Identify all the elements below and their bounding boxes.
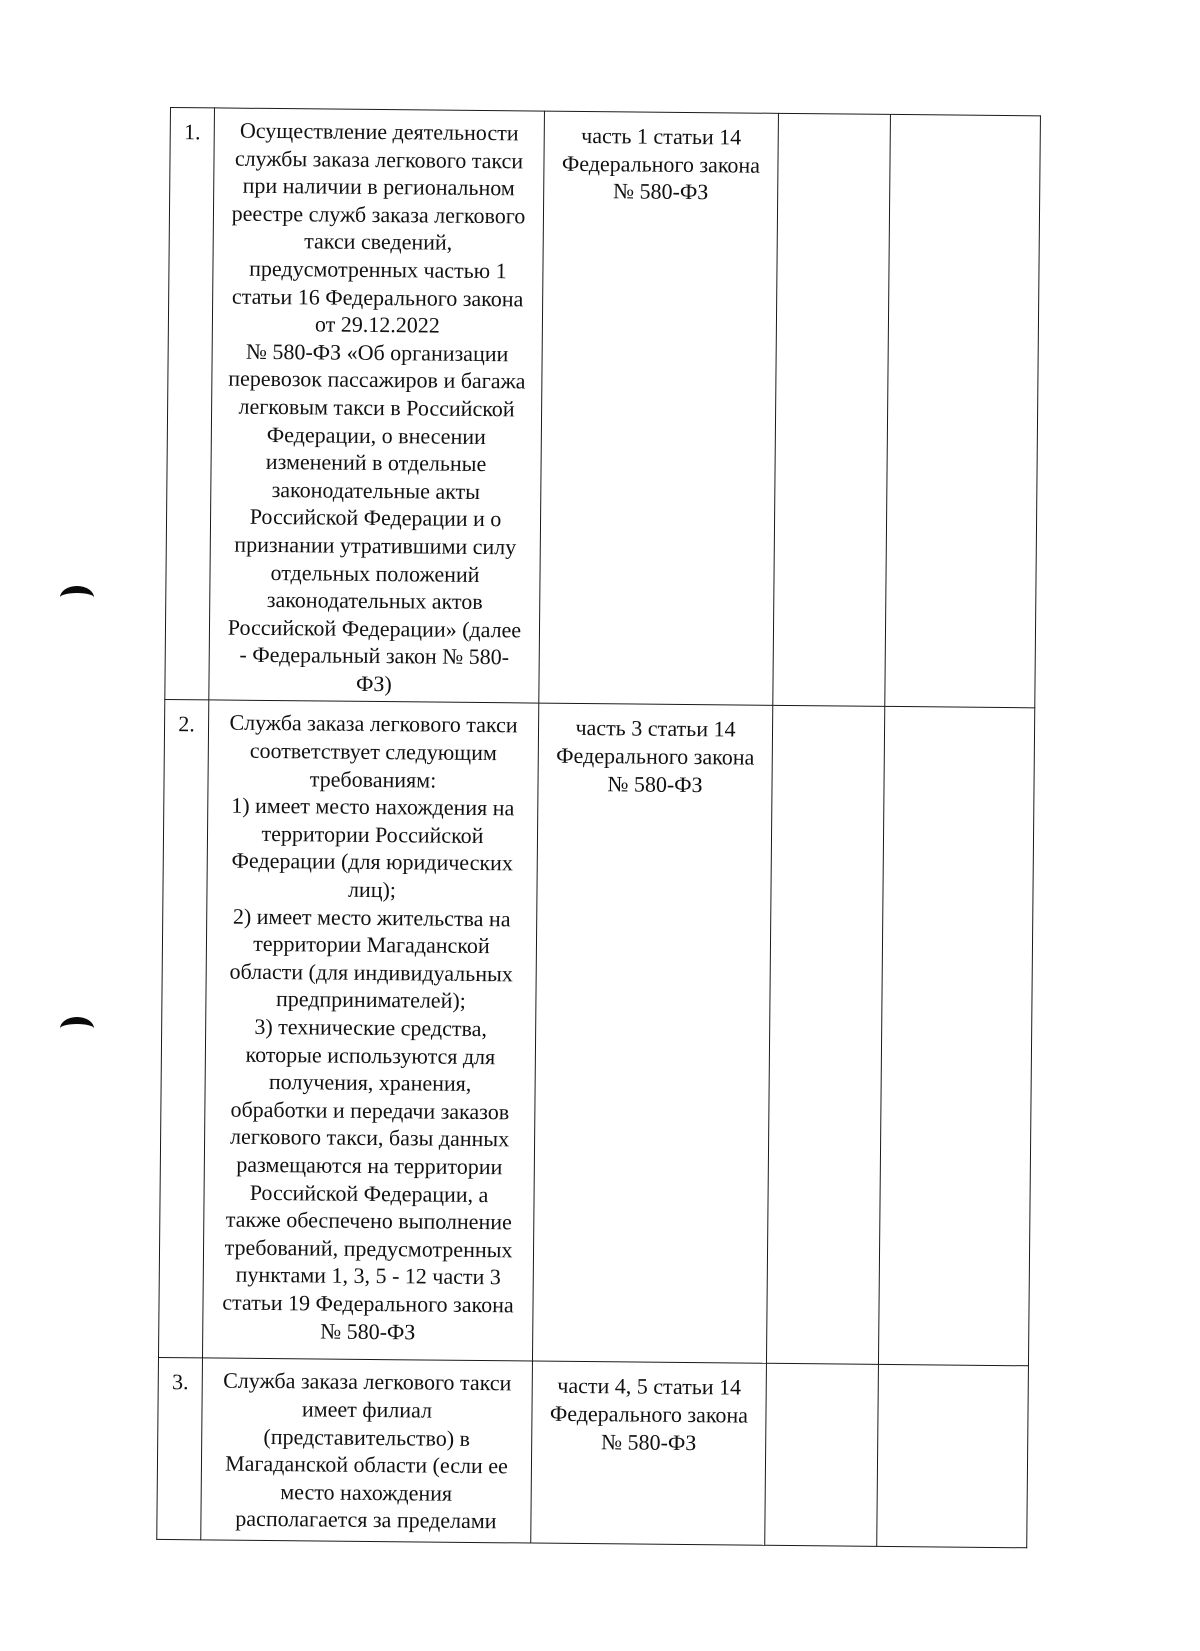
text-line: № 580-ФЗ «Об организации (245, 338, 509, 367)
text-line: признании утратившими силу (234, 531, 517, 560)
requirement-text (202, 700, 538, 1361)
text-line: 2) имеет место жительства на (232, 903, 511, 931)
text-line: законодательные акты (271, 476, 481, 504)
text-line: территории Российской (261, 820, 484, 848)
text-line: № 580-ФЗ (612, 178, 709, 205)
text-line: имеет филиал (301, 1396, 433, 1423)
text-line: № 580-ФЗ (600, 1428, 697, 1455)
requirement-text (209, 108, 545, 704)
text-line: Российской Федерации» (далее (227, 614, 522, 643)
text-line: Магаданской области (если ее (225, 1450, 508, 1479)
text-line: перевозок пассажиров и багажа (228, 365, 526, 394)
text-line: предусмотренных частью 1 (249, 255, 507, 284)
text-line: размещаются на территории (236, 1151, 503, 1180)
text-line: законодательных актов (266, 587, 483, 615)
text-line: реестре служб заказа легкового (231, 200, 526, 229)
text-line: части 4, 5 статьи 14 (557, 1373, 742, 1401)
text-line: ФЗ) (355, 670, 392, 697)
text-line: Российской Федерации и о (249, 504, 502, 532)
legal-reference (532, 704, 772, 1364)
empty-cell (773, 113, 891, 707)
text-line: располагается за пределами (235, 1506, 497, 1534)
text-line: лиц); (347, 876, 397, 903)
text-line: отдельных положений (270, 559, 480, 587)
text-line: Служба заказа легкового такси (229, 710, 518, 738)
row-number: 1. (165, 108, 215, 701)
text-line: которые используются для (245, 1041, 496, 1069)
text-line: службы заказа легкового такси (234, 145, 524, 173)
text-line: статьи 16 Федерального закона (231, 283, 524, 311)
hole-punch-mark-upper (60, 586, 94, 609)
table-row (165, 108, 1041, 709)
empty-cell (878, 707, 1034, 1366)
text-line: такси сведений, (304, 228, 453, 256)
text-line: соответствует следующим (249, 737, 497, 766)
text-line: пунктами 1, 3, 5 - 12 части 3 (235, 1262, 501, 1290)
legal-reference (531, 1362, 767, 1546)
table-row (158, 700, 1034, 1366)
hole-punch-mark-lower (60, 1017, 94, 1040)
text-line: 1) имеет место нахождения на (231, 792, 515, 821)
text-line: № 580-ФЗ (320, 1318, 416, 1344)
table-row (157, 1358, 1029, 1548)
requirement-text (201, 1358, 533, 1543)
text-line: место нахождения (280, 1478, 453, 1506)
text-line: Федерального закона (549, 1400, 749, 1428)
text-line: предпринимателей); (275, 986, 466, 1014)
text-line: требованиям: (309, 766, 437, 793)
requirements-table (156, 107, 1041, 1549)
empty-cell (885, 114, 1041, 708)
row-number: 3. (157, 1358, 203, 1540)
text-line: 3) технические средства, (254, 1013, 488, 1042)
text-line: легкового такси, базы данных (229, 1123, 510, 1152)
text-line: обработки и передачи заказов (230, 1096, 510, 1125)
text-line: легковым такси в Российской (238, 393, 515, 422)
text-line: Федерации, о внесении (266, 421, 486, 449)
empty-cell (766, 706, 884, 1365)
text-line: территории Магаданской (253, 931, 490, 959)
text-line: получения, хранения, (268, 1069, 472, 1097)
text-line: статьи 19 Федерального закона (222, 1289, 514, 1318)
text-line: часть 3 статьи 14 (575, 715, 736, 742)
text-line: № 580-ФЗ (607, 770, 703, 797)
text-line: Федерального закона (556, 742, 755, 770)
legal-reference (539, 111, 779, 706)
empty-cell (765, 1364, 879, 1547)
text-line: изменений в отдельные (265, 449, 487, 477)
text-line: Служба заказа легкового такси (223, 1368, 512, 1396)
text-line: Российской Федерации, а (249, 1179, 489, 1207)
text-line: при наличии в региональном (242, 172, 515, 201)
text-line: области (для индивидуальных (229, 958, 513, 987)
text-line: от 29.12.2022 (314, 311, 440, 338)
text-line: Осуществление деятельности (239, 117, 519, 146)
empty-cell (877, 1365, 1029, 1548)
row-number: 2. (158, 700, 208, 1358)
text-line: требований, предусмотренных (224, 1234, 513, 1263)
text-line: Федерации (для юридических (231, 848, 514, 876)
text-line: (представительство) в (263, 1423, 471, 1451)
text-line: - Федеральный закон № 580- (239, 641, 510, 670)
text-line: также обеспечено выполнение (225, 1206, 512, 1235)
text-line: часть 1 статьи 14 (581, 122, 742, 150)
text-line: Федерального закона (561, 150, 761, 178)
